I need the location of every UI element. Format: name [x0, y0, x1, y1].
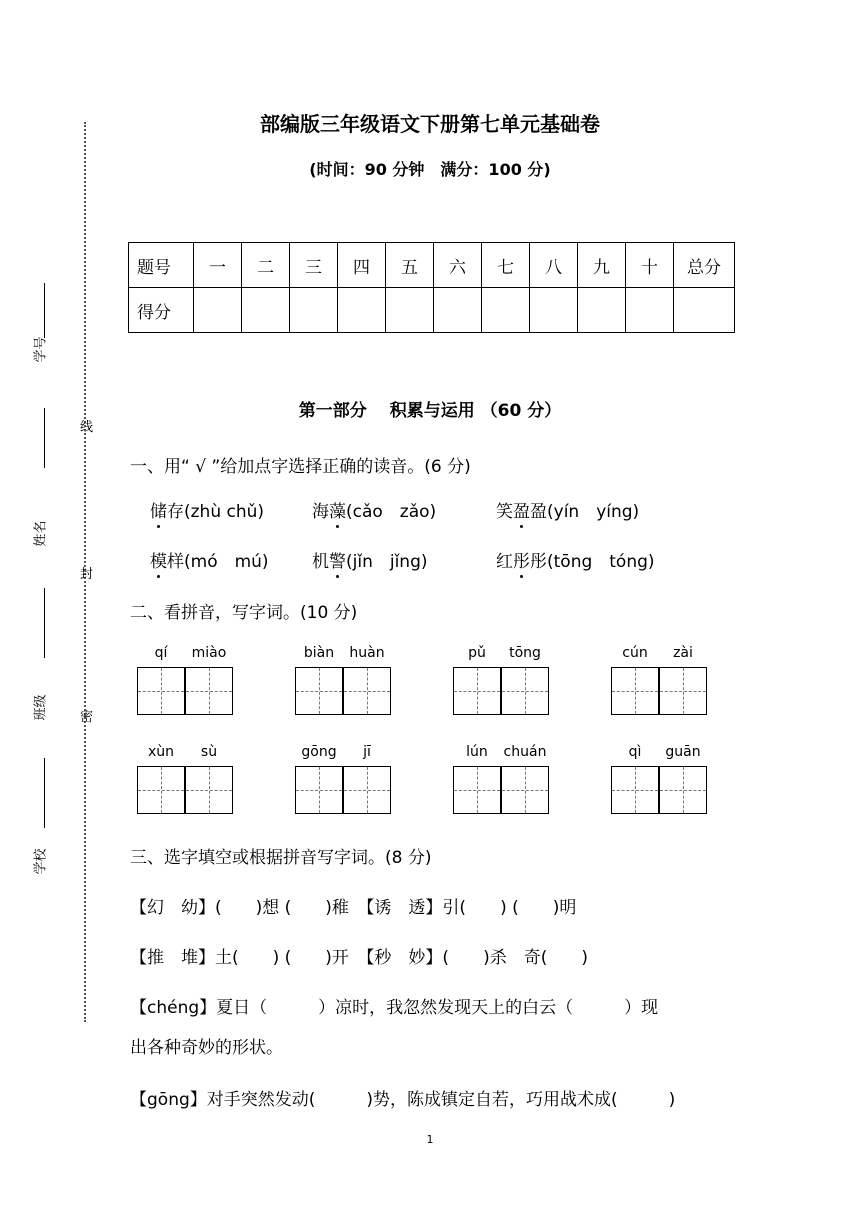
writing-grid-box[interactable]: [501, 667, 549, 715]
q1-item: 海藻(cǎo zǎo): [312, 502, 437, 522]
seal-mark-seal: 封: [80, 567, 94, 582]
name-label: 姓名: [33, 520, 49, 547]
pinyin-label: jī: [363, 744, 371, 760]
writing-grid-box[interactable]: [295, 667, 343, 715]
student-no-label: 学号: [33, 336, 49, 363]
pinyin-label: sù: [200, 744, 218, 760]
score-header-cell: 总分: [674, 243, 735, 288]
q1-item: 红彤彤(tōng tóng): [496, 552, 655, 572]
q1-item: 机警(jǐn jǐng): [312, 552, 428, 572]
pinyin-label: qì: [628, 744, 642, 760]
writing-grid-box[interactable]: [343, 667, 391, 715]
school-label: 学校: [33, 848, 49, 875]
score-header-cell: 三: [290, 243, 338, 288]
q3-line-5: 【gōng】对手突然发动( )势，陈成镇定自若，巧用战术成( ): [130, 1090, 676, 1110]
q1-item: 储存(zhù chǔ): [150, 502, 265, 522]
score-cell[interactable]: [530, 288, 578, 333]
pinyin-label: pǔ: [468, 645, 486, 661]
pinyin-label: zài: [673, 645, 693, 661]
pinyin-write-item: [295, 744, 395, 824]
writing-grid-box[interactable]: [453, 766, 501, 814]
score-header-cell: 七: [482, 243, 530, 288]
writing-grid-box[interactable]: [137, 667, 185, 715]
score-header-cell: 九: [578, 243, 626, 288]
student-no-blank[interactable]: [44, 283, 45, 338]
writing-grid-box[interactable]: [659, 667, 707, 715]
pinyin-label: gōng: [301, 744, 337, 760]
pinyin-label: cún: [622, 645, 648, 661]
writing-grid-box[interactable]: [295, 766, 343, 814]
pinyin-write-item: [137, 645, 237, 725]
pinyin-label: huàn: [349, 645, 385, 661]
question-1-title: 一、用“ √ ”给加点字选择正确的读音。(6 分): [130, 457, 471, 477]
score-header-cell: 十: [626, 243, 674, 288]
score-cell[interactable]: [194, 288, 242, 333]
score-cell[interactable]: [338, 288, 386, 333]
score-header-cell: 五: [386, 243, 434, 288]
score-table: [128, 242, 735, 333]
score-table-header-row: [129, 243, 735, 288]
pinyin-label: biàn: [303, 645, 335, 661]
score-cell[interactable]: [626, 288, 674, 333]
writing-grid-box[interactable]: [137, 766, 185, 814]
q3-line-2: 【推 堆】土( ) ( )开 【秒 妙】( )杀 奇( ): [130, 948, 588, 968]
score-cell[interactable]: [290, 288, 338, 333]
pinyin-write-item: [453, 645, 553, 725]
pinyin-write-item: [453, 744, 553, 824]
writing-grid-box[interactable]: [343, 766, 391, 814]
writing-grid-box[interactable]: [185, 766, 233, 814]
part-one-heading: 第一部分 积累与运用 （60 分）: [298, 401, 562, 421]
pinyin-label: tōng: [509, 645, 541, 661]
dotted-char: 警: [329, 552, 346, 572]
pinyin-label: miào: [191, 645, 227, 661]
writing-grid-box[interactable]: [501, 766, 549, 814]
score-cell[interactable]: [434, 288, 482, 333]
q3-line-4: 出各种奇妙的形状。: [130, 1038, 283, 1058]
q3-line-1: 【幻 幼】( )想 ( )稚 【诱 透】引( ) ( )明: [130, 898, 577, 918]
question-3-title: 三、选字填空或根据拼音写字词。(8 分): [130, 848, 432, 868]
dotted-char: 模: [150, 552, 167, 572]
score-header-cell: 二: [242, 243, 290, 288]
score-header-cell: 题号: [129, 243, 194, 288]
score-cell[interactable]: [242, 288, 290, 333]
pinyin-label: guān: [665, 744, 701, 760]
writing-grid-box[interactable]: [611, 766, 659, 814]
page-number: 1: [426, 1133, 434, 1146]
score-header-cell: 一: [194, 243, 242, 288]
dotted-char: 彤: [513, 552, 530, 572]
score-table-score-row: [129, 288, 735, 333]
writing-grid-box[interactable]: [185, 667, 233, 715]
seal-mark-secret: 密: [80, 710, 94, 725]
question-2-title: 二、看拼音，写字词。(10 分): [130, 603, 358, 623]
writing-grid-box[interactable]: [611, 667, 659, 715]
writing-grid-box[interactable]: [453, 667, 501, 715]
name-blank[interactable]: [44, 588, 45, 658]
exam-time-info: (时间：90 分钟 满分：100 分): [309, 160, 551, 179]
score-row-label: 得分: [129, 288, 194, 333]
pinyin-write-item: [611, 645, 711, 725]
score-cell[interactable]: [482, 288, 530, 333]
q1-item: 模样(mó mú): [150, 552, 269, 572]
q3-line-3: 【chéng】夏日（ ）凉时，我忽然发现天上的白云（ ）现: [130, 998, 659, 1018]
pinyin-write-item: [611, 744, 711, 824]
pinyin-write-item: [295, 645, 395, 725]
dotted-char: 盈: [513, 502, 530, 522]
page-title: 部编版三年级语文下册第七单元基础卷: [260, 112, 600, 136]
score-header-cell: 四: [338, 243, 386, 288]
dotted-char: 藻: [329, 502, 346, 522]
pinyin-label: qí: [154, 645, 168, 661]
score-cell[interactable]: [674, 288, 735, 333]
writing-grid-box[interactable]: [659, 766, 707, 814]
score-header-cell: 八: [530, 243, 578, 288]
score-header-cell: 六: [434, 243, 482, 288]
q1-item: 笑盈盈(yín yíng): [496, 502, 640, 522]
seal-mark-line: 线: [80, 420, 94, 435]
dotted-char: 储: [150, 502, 167, 522]
score-cell[interactable]: [578, 288, 626, 333]
class-blank[interactable]: [44, 758, 45, 828]
class-label: 班级: [33, 694, 49, 721]
pinyin-write-item: [137, 744, 237, 824]
pinyin-label: chuán: [503, 744, 547, 760]
pinyin-label: lún: [466, 744, 488, 760]
score-cell[interactable]: [386, 288, 434, 333]
pinyin-label: xùn: [147, 744, 175, 760]
